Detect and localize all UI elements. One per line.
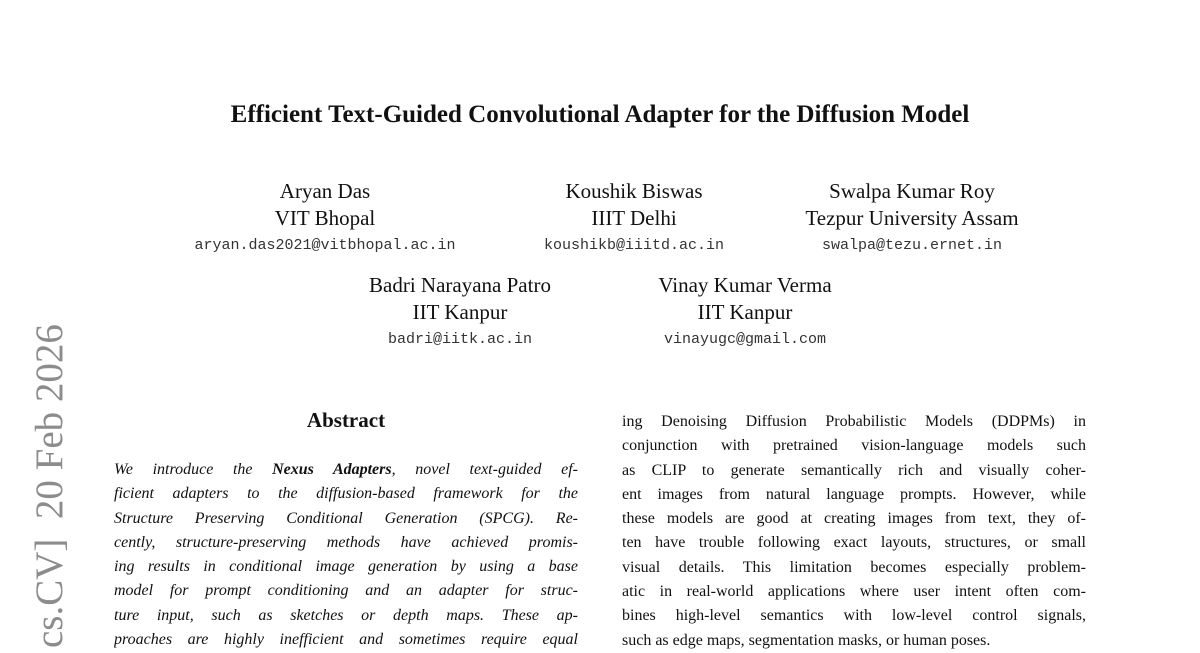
body-line: bines high-level semantics with low-level control signals, — [622, 607, 1086, 625]
author-block — [160, 178, 490, 257]
author-name: Badri Narayana Patro — [369, 273, 551, 297]
abstract-line: ture input, such as sketches or depth maps. These ap- — [114, 606, 578, 624]
abstract-line: proaches are highly inefficient and sometimes require equal — [114, 631, 578, 649]
author-block — [500, 178, 768, 257]
author-email[interactable]: koushikb@iiitd.ac.in — [543, 237, 725, 254]
abstract-line-text: , novel text-guided ef- — [391, 461, 578, 478]
author-affiliation: VIT Bhopal — [274, 206, 376, 230]
author-name: Swalpa Kumar Roy — [829, 179, 995, 203]
author-affiliation: IIIT Delhi — [591, 206, 677, 230]
abstract-text — [114, 458, 578, 652]
abstract-line — [114, 458, 578, 482]
introduction-text — [622, 410, 1086, 653]
body-line: as CLIP to generate semantically rich and visually coher- — [622, 461, 1086, 479]
arxiv-identifier-stamp: cs.CV] 20 Feb 2026 — [28, 324, 71, 648]
abstract-line: Structure Preserving Conditional Generation (SPCG). Re- — [114, 509, 578, 527]
abstract-line-text: We introduce the — [114, 461, 273, 478]
author-affiliation: IIT Kanpur — [697, 300, 793, 324]
author-email[interactable]: aryan.das2021@vitbhopal.ac.in — [194, 237, 456, 254]
abstract-emphasis: Nexus Adapters — [272, 461, 392, 478]
author-block — [780, 178, 1044, 257]
author-block — [610, 272, 880, 351]
abstract-line: ing results in conditional image generation by using a base — [114, 558, 578, 576]
paper-title: Efficient Text-Guided Convolutional Adapter for the Diffusion Model — [230, 101, 970, 128]
author-name: Aryan Das — [279, 179, 371, 203]
author-affiliation: Tezpur University Assam — [805, 206, 1019, 230]
author-email[interactable]: badri@iitk.ac.in — [387, 331, 533, 348]
body-line: ing Denoising Diffusion Probabilistic Models (DDPMs) in — [622, 413, 1086, 430]
body-line: atic in real-world applications where user intent often com- — [622, 583, 1086, 601]
body-line: such as edge maps, segmentation masks, or human poses. — [622, 631, 991, 649]
body-line: visual details. This limitation becomes especially problem- — [622, 558, 1086, 576]
body-line: conjunction with pretrained vision-language models such — [622, 437, 1086, 455]
abstract-line: ficient adapters to the diffusion-based framework for the — [114, 485, 578, 503]
abstract-heading: Abstract — [306, 408, 386, 432]
body-line: ent images from natural language prompts. However, while — [622, 485, 1086, 503]
abstract-line: cently, structure-preserving methods have achieved promis- — [114, 533, 578, 551]
author-email[interactable]: swalpa@tezu.ernet.in — [821, 237, 1003, 254]
author-affiliation: IIT Kanpur — [412, 300, 508, 324]
author-name: Vinay Kumar Verma — [658, 273, 832, 297]
abstract-line: model for prompt conditioning and an adapter for struc- — [114, 582, 578, 600]
body-line: ten have trouble following exact layouts, structures, or small — [622, 534, 1086, 552]
author-block — [320, 272, 600, 351]
body-line: these models are good at creating images from text, they of- — [622, 510, 1086, 528]
author-name: Koushik Biswas — [565, 179, 703, 203]
author-email[interactable]: vinayugc@gmail.com — [663, 331, 827, 348]
